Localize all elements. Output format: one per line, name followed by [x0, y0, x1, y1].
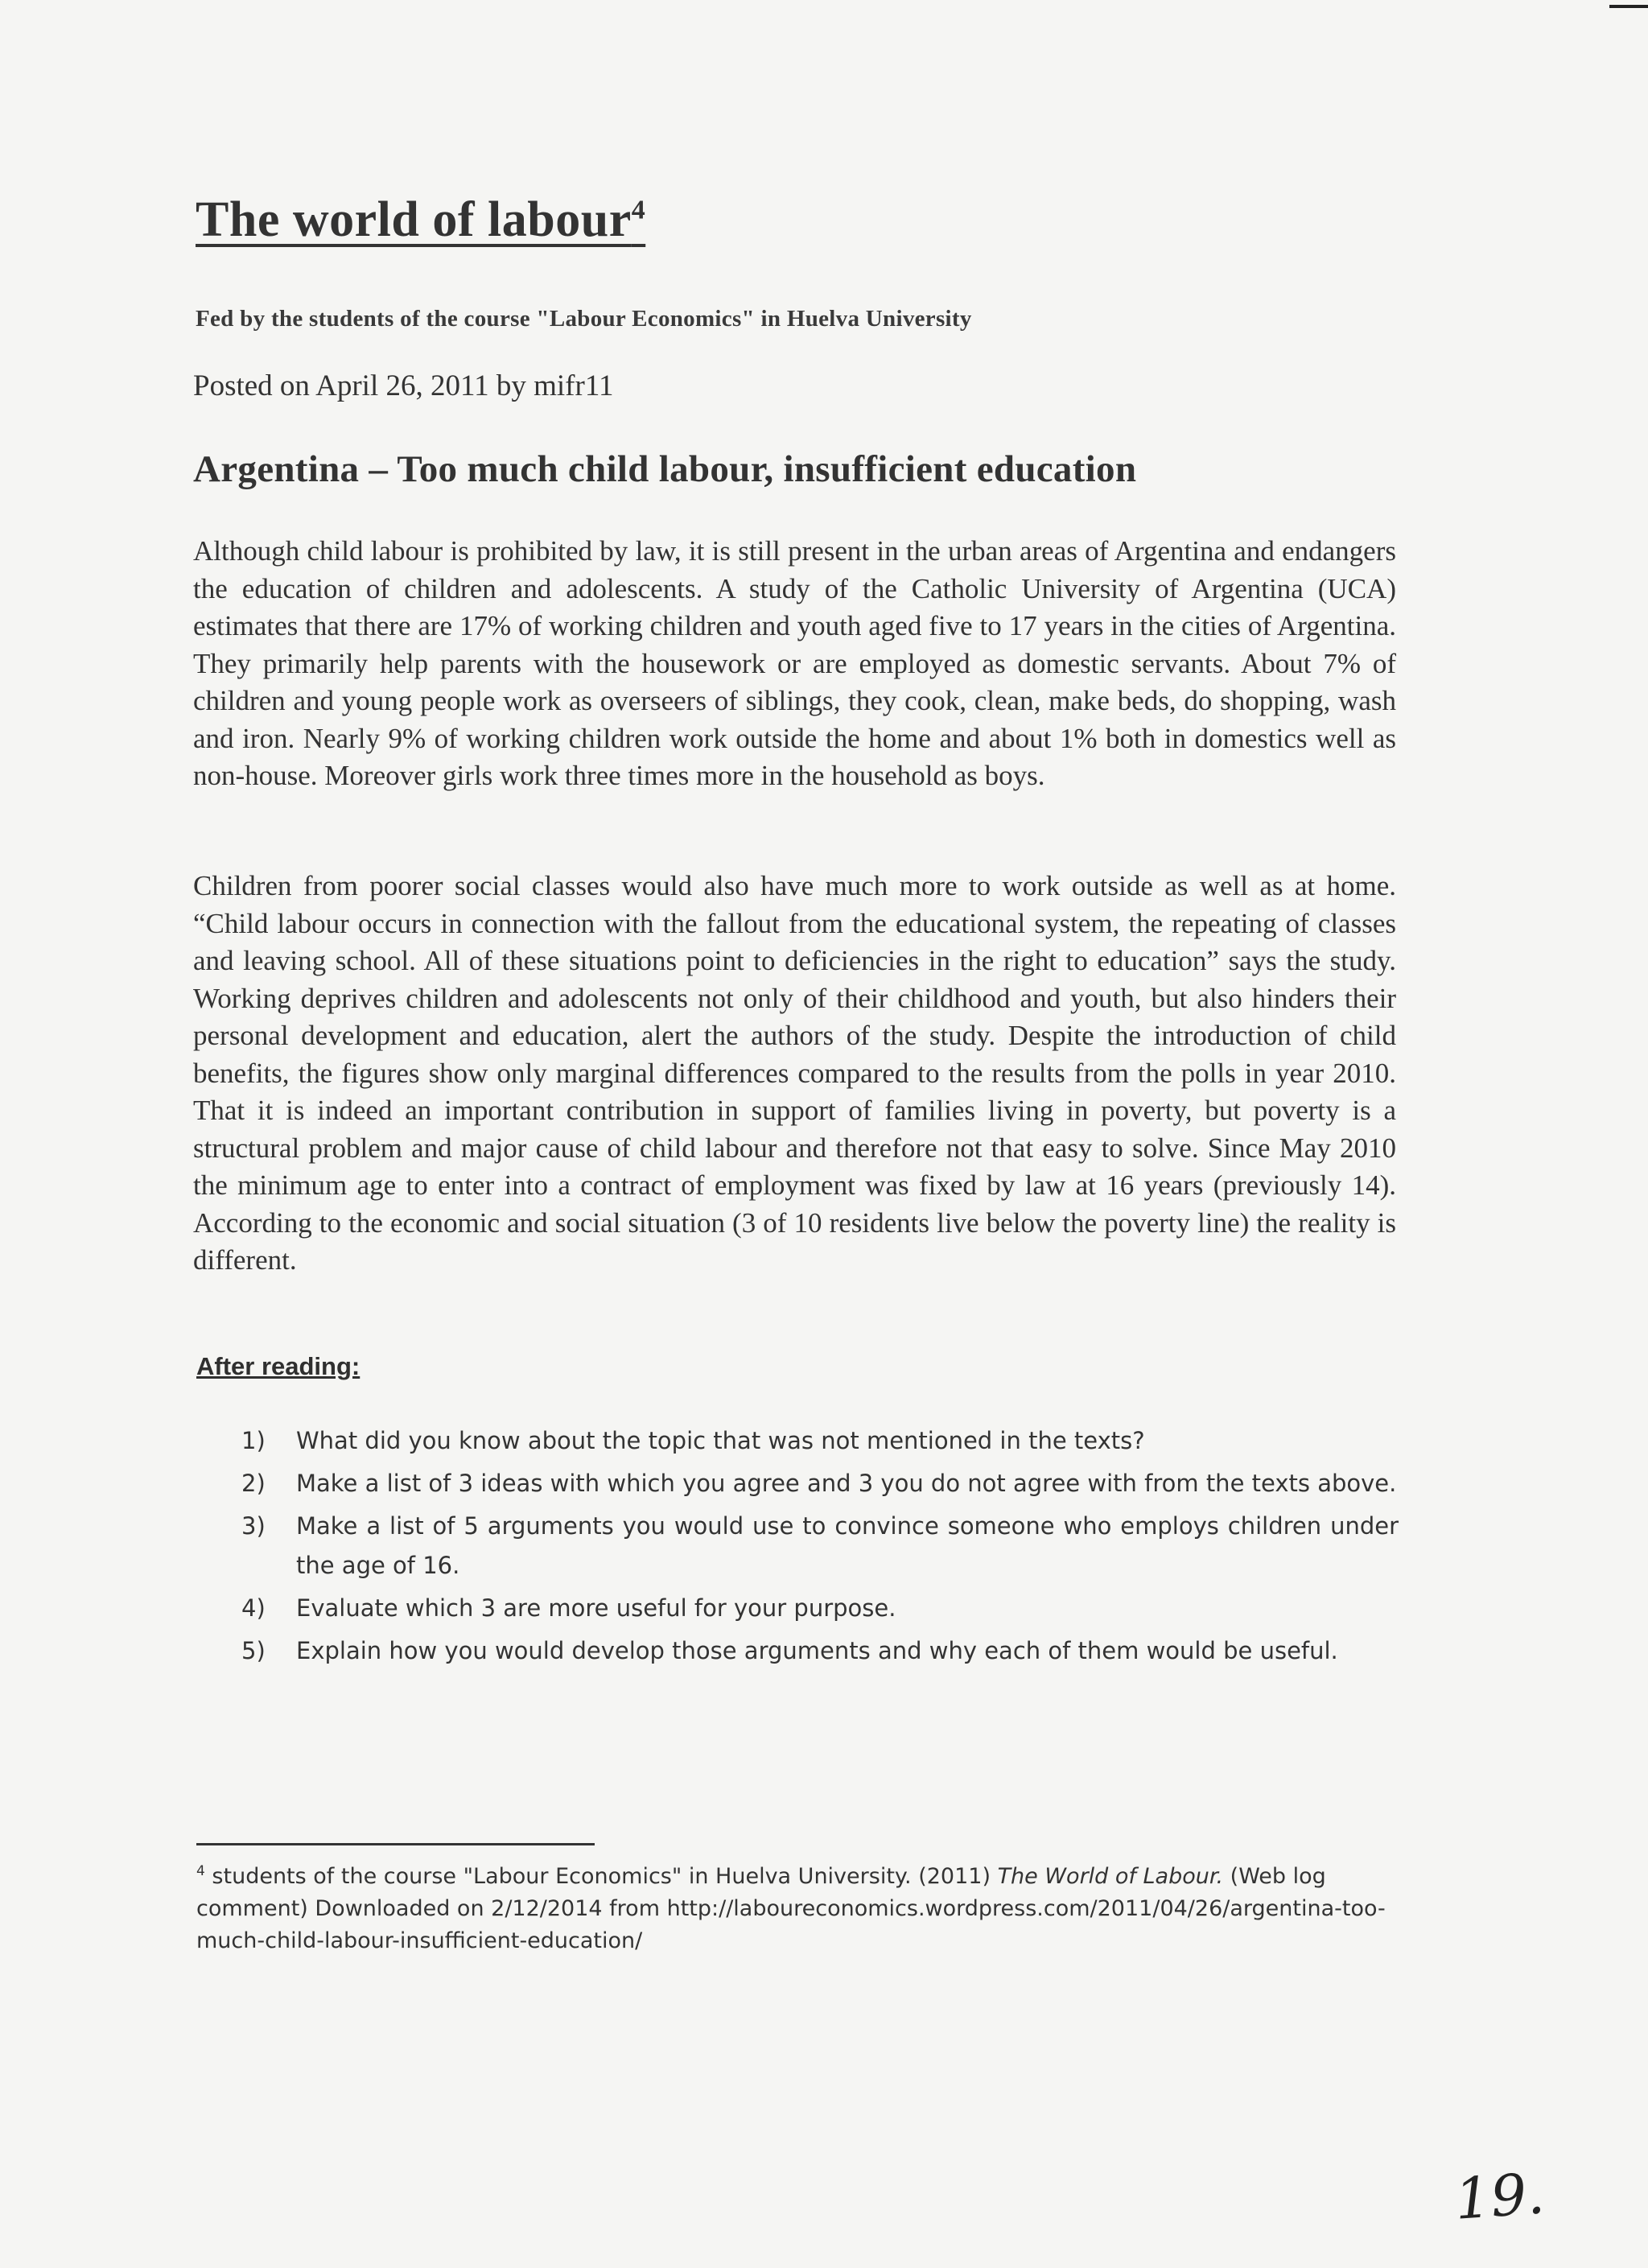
scan-corner-mark: [1609, 5, 1648, 8]
footnote-text-before: students of the course "Labour Economics" in Huelva University. (2011): [212, 1864, 998, 1889]
question-item: [241, 1464, 1399, 1503]
footnote-italic-title: The World of Labour.: [997, 1864, 1224, 1889]
footnote-divider: [196, 1843, 595, 1845]
title-footnote-mark: 4: [631, 195, 646, 225]
question-text: What did you know about the topic that was not mentioned in the texts?: [296, 1427, 1145, 1454]
paragraph-2: Children from poorer social classes would also have much more to work outside as well as at home. “Child labour occurs in connection with the fallout from the educational system, the repeating of classes and leaving school. All of these situations point to deficiencies in the right to education” says the study. Working deprives children and adolescents not only of their childhood and youth, but also hinders their personal development and education, alert the authors of the study. Despite the introduction of child benefits, the figures show only marginal differences compared to the results from the polls in year 2010. That it is indeed an important contribution in support of families living in poverty, but poverty is a structural problem and major cause of child labour and therefore not that easy to solve. Since May 2010 the minimum age to enter into a contract of employment was fixed by law at 16 years (previously 14). According to the economic and social situation (3 of 10 residents live below the poverty line) the reality is different.: [193, 870, 1396, 1276]
title-text: The world of labour: [196, 192, 632, 247]
question-item: [241, 1507, 1399, 1586]
question-number: 5): [241, 1637, 266, 1664]
fed-by-line: Fed by the students of the course "Labour Economics" in Huelva University: [196, 306, 972, 332]
question-text: Make a list of 5 arguments you would use to convince someone who employs children under the age of 16.: [296, 1512, 1399, 1579]
footnote: [196, 1855, 1399, 1957]
question-number: 1): [241, 1427, 266, 1454]
after-reading-heading: After reading:: [196, 1352, 360, 1380]
question-item: [241, 1421, 1399, 1461]
paragraph-1: Although child labour is prohibited by law, it is still present in the urban areas of Argentina and endangers the education of children and adolescents. A study of the Catholic University of Argentina (UCA) estimates that there are 17% of working children and youth aged five to 17 years in the cities of Argentina. They primarily help parents with the housework or are employed as domestic servants. About 7% of children and young people work as overseers of siblings, they cook, clean, make beds, do shopping, wash and iron. Nearly 9% of working children work outside the home and about 1% both in domestics well as non-house. Moreover girls work three times more in the household as boys.: [193, 535, 1396, 791]
footnote-mark: 4: [196, 1863, 205, 1879]
handwritten-page-number: 19.: [1452, 2160, 1547, 2233]
question-item: [241, 1589, 1399, 1628]
question-text: Make a list of 3 ideas with which you agree and 3 you do not agree with from the texts above.: [296, 1470, 1397, 1497]
question-item: [241, 1631, 1399, 1671]
question-number: 3): [241, 1512, 266, 1540]
document-title: [196, 192, 645, 249]
question-text: Evaluate which 3 are more useful for your purpose.: [296, 1594, 896, 1622]
question-text: Explain how you would develop those arguments and why each of them would be useful.: [296, 1637, 1338, 1664]
posted-line: Posted on April 26, 2011 by mifr11: [193, 369, 614, 402]
article-headline: Argentina – Too much child labour, insufficient education: [193, 448, 1137, 490]
footnote-text-after: (Web log comment) Downloaded on 2/12/2014 from http://laboureconomics.wordpress.com/2011/04/26/argentina-too-much-child-labour-insufficient-education/: [196, 1864, 1386, 1953]
question-number: 4): [241, 1594, 266, 1622]
question-number: 2): [241, 1470, 266, 1497]
question-list: [241, 1421, 1399, 1674]
